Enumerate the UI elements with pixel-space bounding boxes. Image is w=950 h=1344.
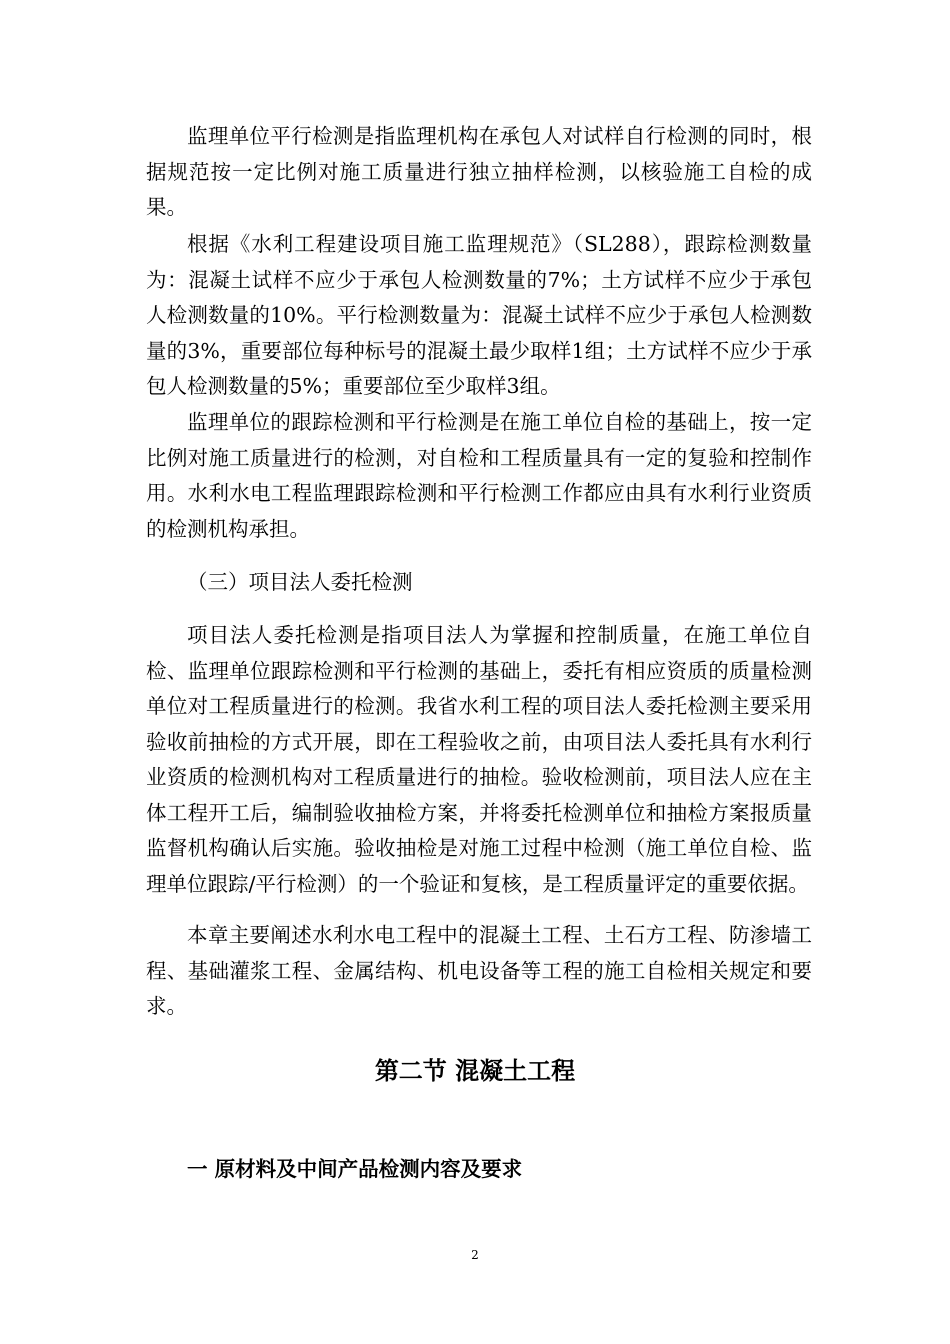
subsection-title: 一 原材料及中间产品检测内容及要求	[187, 1157, 523, 1181]
paragraph-owner-commissioned-testing: 项目法人委托检测是指项目法人为掌握和控制质量，在施工单位自检、监理单位跟踪检测和平行检测的基础上，委托有相应资质的质量检测单位对工程质量进行的检测。我省水利工程的项目法人委托检测主要采用验收前抽检的方式开展，即在工程验收之前，由项目法人委托具有水利行业资质的检测机构对工程质量进行的抽检。验收检测前，项目法人应在主体工程开工后，编制验收抽检方案，并将委托检测单位和抽检方案报质量监督机构确认后实施。验收抽检是对施工过程中检测（施工单位自检、监理单位跟踪/平行检测）的一个验证和复核，是工程质量评定的重要依据。	[146, 623, 812, 896]
paragraph-chapter-summary: 本章主要阐述水利水电工程中的混凝土工程、土石方工程、防渗墙工程、基础灌浆工程、金属结构、机电设备等工程的施工自检相关规定和要求。	[146, 923, 812, 1018]
paragraph-testing-quantity: 根据《水利工程建设项目施工监理规范》（SL288），跟踪检测数量为：混凝土试样不应少于承包人检测数量的7%；土方试样不应少于承包人检测数量的10%。平行检测数量为：混凝土试样不应少于承包人检测数量的3%，重要部位每种标号的混凝土最少取样1组；土方试样不应少于承包人检测数量的5%；重要部位至少取样3组。	[146, 232, 812, 398]
paragraph-parallel-testing: 监理单位平行检测是指监理机构在承包人对试样自行检测的同时，根据规范按一定比例对施工质量进行独立抽样检测，以核验施工自检的成果。	[146, 124, 812, 219]
page-number: 2	[471, 1248, 479, 1262]
section-title: 第二节 混凝土工程	[374, 1057, 576, 1085]
paragraph-tracking-and-parallel: 监理单位的跟踪检测和平行检测是在施工单位自检的基础上，按一定比例对施工质量进行的检测，对自检和工程质量具有一定的复验和控制作用。水利水电工程监理跟踪检测和平行检测工作都应由具有水利行业资质的检测机构承担。	[146, 410, 812, 541]
subheading-owner-commissioned-testing: （三）项目法人委托检测	[187, 570, 413, 594]
